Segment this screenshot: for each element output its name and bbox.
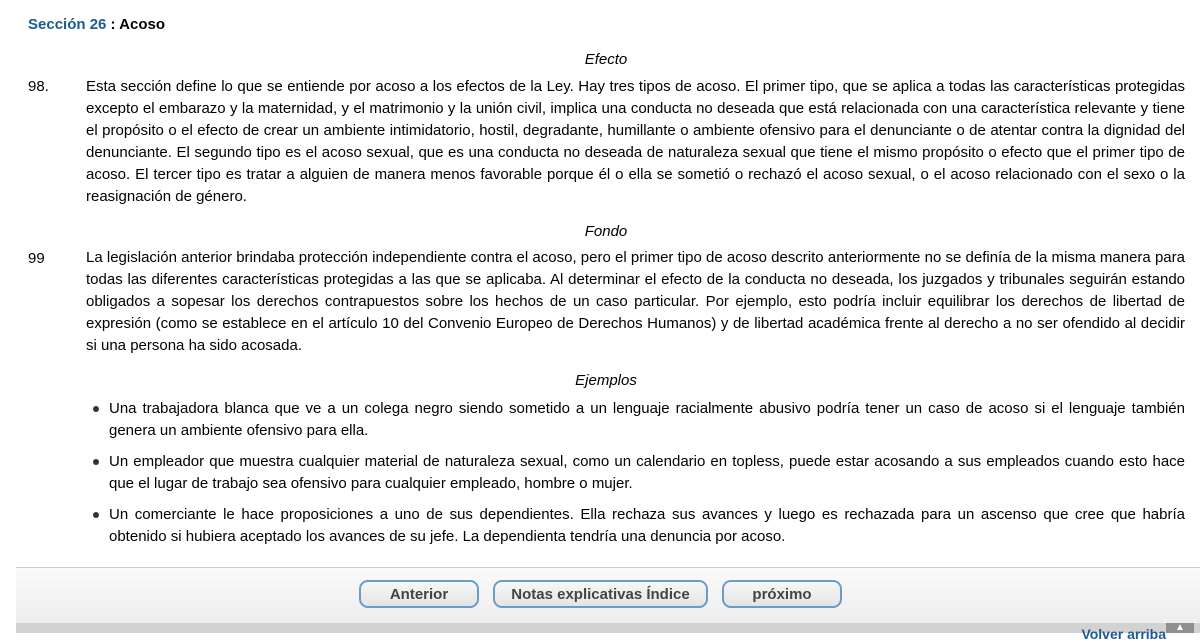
paragraph-number-99: 99 xyxy=(28,250,45,267)
section-heading xyxy=(28,16,165,33)
previous-button[interactable]: Anterior xyxy=(359,580,479,608)
next-button[interactable]: próximo xyxy=(722,580,842,608)
example-text: Una trabajadora blanca que ve a un colega negro siendo sometido a un lenguaje racialmente abusivo podría tener un caso de acoso si el lenguaje también genera un ambiente ofensivo para ella. xyxy=(109,400,1185,439)
list-item xyxy=(92,398,1185,442)
examples-list xyxy=(92,398,1185,557)
arrow-up-icon[interactable]: ▲ xyxy=(1166,623,1194,633)
paragraph-number-98: 98. xyxy=(28,78,49,95)
list-item xyxy=(92,451,1185,495)
bullet-icon xyxy=(93,406,99,412)
section-title: Acoso xyxy=(119,16,166,33)
paragraph-98-text: Esta sección define lo que se entiende por acoso a los efectos de la Ley. Hay tres tipos de acoso. El primer tipo, que se aplica a todas las características protegidas excepto el embarazo y la maternidad, y el matrimonio y la unión civil, implica una conducta no deseada que está relacionada con una característica relevante y tiene el propósito o el efecto de crear un ambiente intimidatorio, hostil, degradante, humillante o ambiente ofensivo para el denunciante o de atentar contra la dignidad del denunciante. El segundo tipo es el acoso sexual, que es una conducta no deseada de naturaleza sexual que tiene el mismo propósito o efecto que el primer tipo de acoso. El tercer tipo es tratar a alguien de manera menos favorable porque él o ella se sometió o rechazó el acoso sexual, o el acoso relacionado con el sexo o la reasignación de género. xyxy=(86,78,1185,205)
bullet-icon xyxy=(93,459,99,465)
footer-strip xyxy=(16,623,1200,633)
subheading-ejemplos: Ejemplos xyxy=(575,372,637,389)
list-item xyxy=(92,504,1185,548)
bullet-icon xyxy=(93,512,99,518)
example-text: Un empleador que muestra cualquier material de naturaleza sexual, como un calendario en topless, puede estar acosando a sus empleados cuando esto hace que el lugar de trabajo sea ofensivo para cualquier empleado, hombre o mujer. xyxy=(109,453,1185,492)
index-button[interactable]: Notas explicativas Índice xyxy=(493,580,708,608)
back-to-top-link[interactable]: Volver arriba xyxy=(1081,626,1166,642)
section-separator: : xyxy=(106,16,120,33)
subheading-efecto: Efecto xyxy=(584,51,628,68)
section-number-link[interactable]: Sección 26 xyxy=(28,16,107,33)
navigation-bar xyxy=(16,567,1200,624)
subheading-fondo: Fondo xyxy=(584,223,628,240)
example-text: Un comerciante le hace proposiciones a uno de sus dependientes. Ella rechaza sus avances y luego es rechazada para un ascenso que cree que habría obtenido si hubiera aceptado los avances de su jefe. La dependienta tendría una denuncia por acoso. xyxy=(109,506,1185,545)
paragraph-99-text: La legislación anterior brindaba protección independiente contra el acoso, pero el primer tipo de acoso descrito anteriormente no se definía de la misma manera para todas las diferentes características protegidas a las que se aplicaba. Al determinar el efecto de la conducta no deseada, los juzgados y tribunales seguirán estando obligados a sopesar los derechos contrapuestos sobre los hechos de un caso particular. Por ejemplo, esto podría incluir equilibrar los derechos de libertad de expresión (como se establece en el artículo 10 del Convenio Europeo de Derechos Humanos) y de libertad académica frente al derecho a no ser ofendido al decidir si una persona ha sido acosada. xyxy=(86,249,1185,354)
